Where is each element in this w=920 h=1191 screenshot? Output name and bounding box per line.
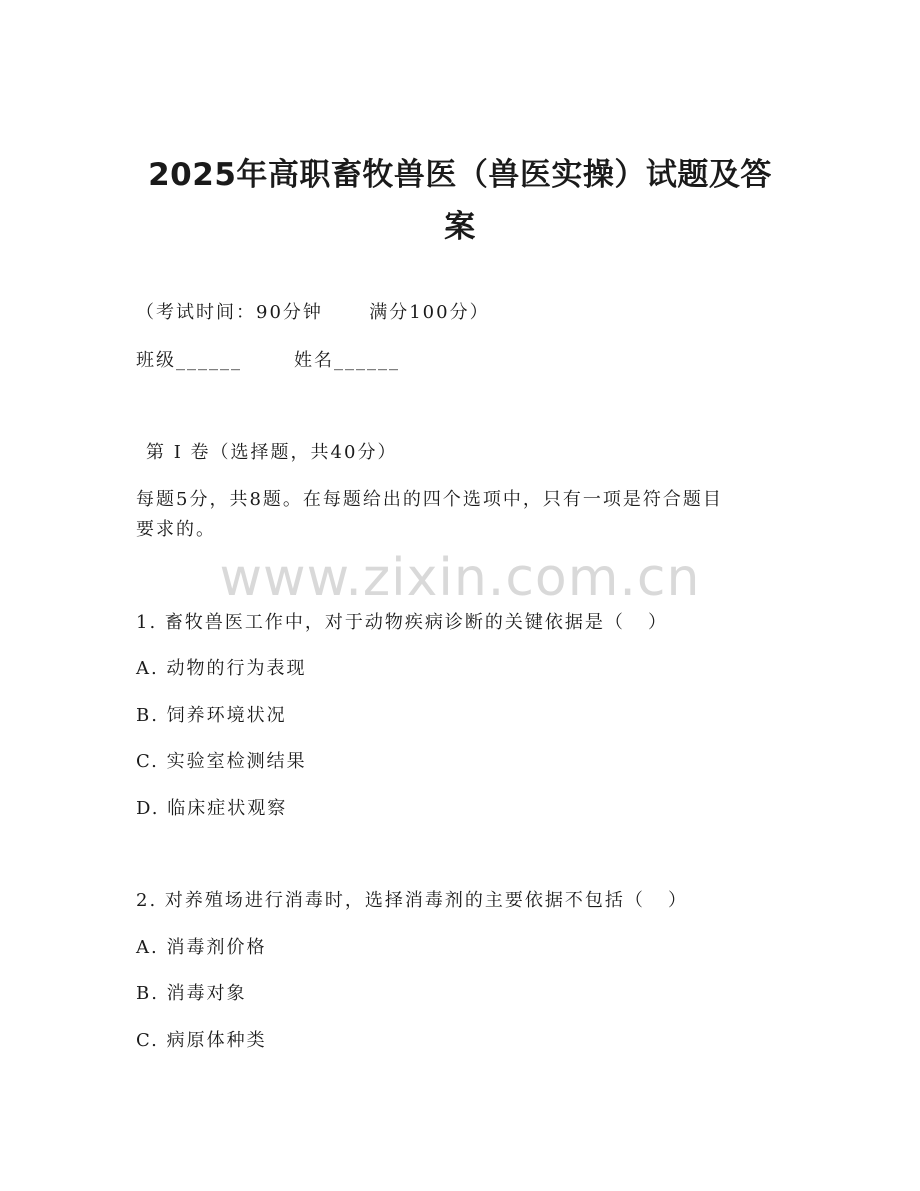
option-c: C. 实验室检测结果	[136, 751, 307, 772]
option-b: B. 饲养环境状况	[136, 705, 287, 726]
question-stem: 2. 对养殖场进行消毒时，选择消毒剂的主要依据不包括（ ）	[136, 890, 689, 911]
option-c: C. 病原体种类	[136, 1030, 267, 1051]
document-title-line-2: 案	[444, 209, 476, 245]
question-stem: 1. 畜牧兽医工作中，对于动物疾病诊断的关键依据是（ ）	[136, 612, 669, 633]
instruction-line-2: 要求的。	[136, 519, 216, 540]
class-field-label: 班级______	[136, 350, 242, 371]
option-a: A. 动物的行为表现	[136, 658, 307, 679]
name-field-label: 姓名______	[294, 350, 400, 371]
document-title-line-1: 2025年高职畜牧兽医（兽医实操）试题及答	[148, 157, 772, 193]
watermark: www.zixin.com.cn	[219, 548, 701, 608]
section-header: 第 I 卷（选择题，共40分）	[146, 442, 398, 463]
option-d: D. 临床症状观察	[136, 798, 288, 819]
option-b: B. 消毒对象	[136, 983, 247, 1004]
option-a: A. 消毒剂价格	[136, 937, 267, 958]
exam-info: （考试时间：90分钟 满分100分）	[136, 302, 490, 323]
instruction-line-1: 每题5分，共8题。在每题给出的四个选项中，只有一项是符合题目	[136, 489, 723, 510]
